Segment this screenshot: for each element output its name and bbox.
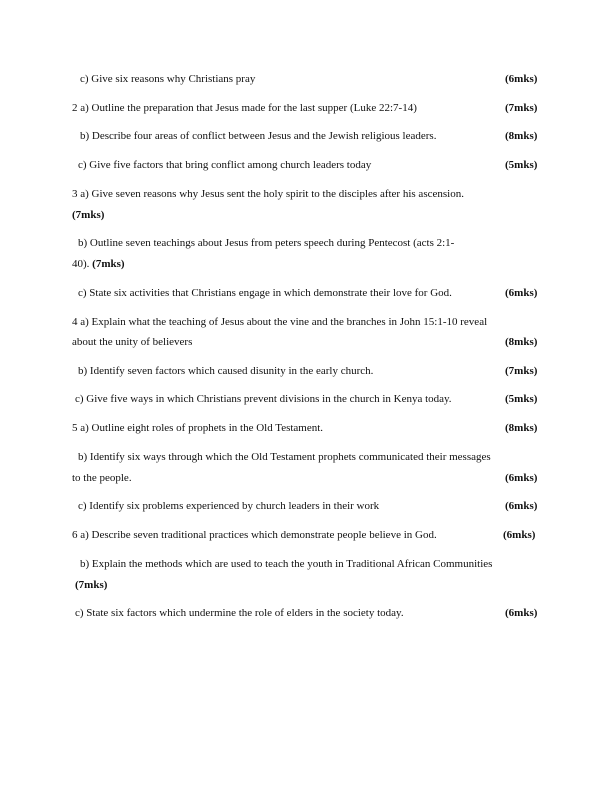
question-2b-text: b) Describe four areas of conflict between Jesus and the Jewish religious leaders. — [80, 130, 437, 142]
question-6a-text: 6 a) Describe seven traditional practices which demonstrate people believe in God. — [72, 529, 437, 541]
question-2c-text: c) Give five factors that bring conflict among church leaders today — [78, 159, 372, 171]
question-2b-marks: (8mks) — [505, 130, 538, 142]
question-3b-text-end: 40). — [72, 258, 90, 270]
question-3a-text: 3 a) Give seven reasons why Jesus sent the holy spirit to the disciples after his ascension. — [72, 188, 464, 200]
question-5a-text: 5 a) Outline eight roles of prophets in the Old Testament. — [72, 422, 324, 434]
question-2a-text: 2 a) Outline the preparation that Jesus made for the last supper (Luke 22:7-14) — [72, 102, 417, 114]
question-4a-marks: (8mks) — [505, 336, 538, 348]
question-5c-marks: (6mks) — [505, 500, 538, 512]
question-1c-text: c) Give six reasons why Christians pray — [80, 73, 256, 85]
question-4c-marks: (5mks) — [505, 393, 538, 405]
question-3b-text: b) Outline seven teachings about Jesus from peters speech during Pentecost (acts 2:1- — [78, 237, 455, 249]
question-3c-text: c) State six activities that Christians engage in which demonstrate their love for God. — [78, 287, 452, 299]
question-6c-marks: (6mks) — [505, 607, 538, 619]
question-6a-marks: (6mks) — [503, 529, 536, 541]
question-6b-marks: (7mks) — [75, 579, 108, 591]
question-3b-marks: (7mks) — [92, 258, 125, 270]
question-4b-marks: (7mks) — [505, 365, 538, 377]
question-2c-marks: (5mks) — [505, 159, 538, 171]
question-3c-marks: (6mks) — [505, 287, 538, 299]
question-5b-text: b) Identify six ways through which the Old Testament prophets communicated their messages — [78, 451, 491, 463]
question-5b-text-cont: to the people. — [72, 472, 132, 484]
question-4c-text: c) Give five ways in which Christians prevent divisions in the church in Kenya today. — [75, 393, 452, 405]
question-5c-text: c) Identify six problems experienced by church leaders in their work — [78, 500, 380, 512]
question-5b-marks: (6mks) — [505, 472, 538, 484]
question-4a-text: 4 a) Explain what the teaching of Jesus about the vine and the branches in John 15:1-10 reveal — [72, 316, 488, 328]
question-6b-text: b) Explain the methods which are used to teach the youth in Traditional African Communities — [80, 558, 493, 570]
question-3b-text-cont — [72, 257, 125, 271]
question-1c-marks: (6mks) — [505, 73, 538, 85]
question-5a-marks: (8mks) — [505, 422, 538, 434]
question-2a-marks: (7mks) — [505, 102, 538, 114]
question-4a-text-cont: about the unity of believers — [72, 336, 193, 348]
question-4b-text: b) Identify seven factors which caused disunity in the early church. — [78, 365, 374, 377]
question-6c-text: c) State six factors which undermine the role of elders in the society today. — [75, 607, 404, 619]
question-3a-marks: (7mks) — [72, 209, 105, 221]
